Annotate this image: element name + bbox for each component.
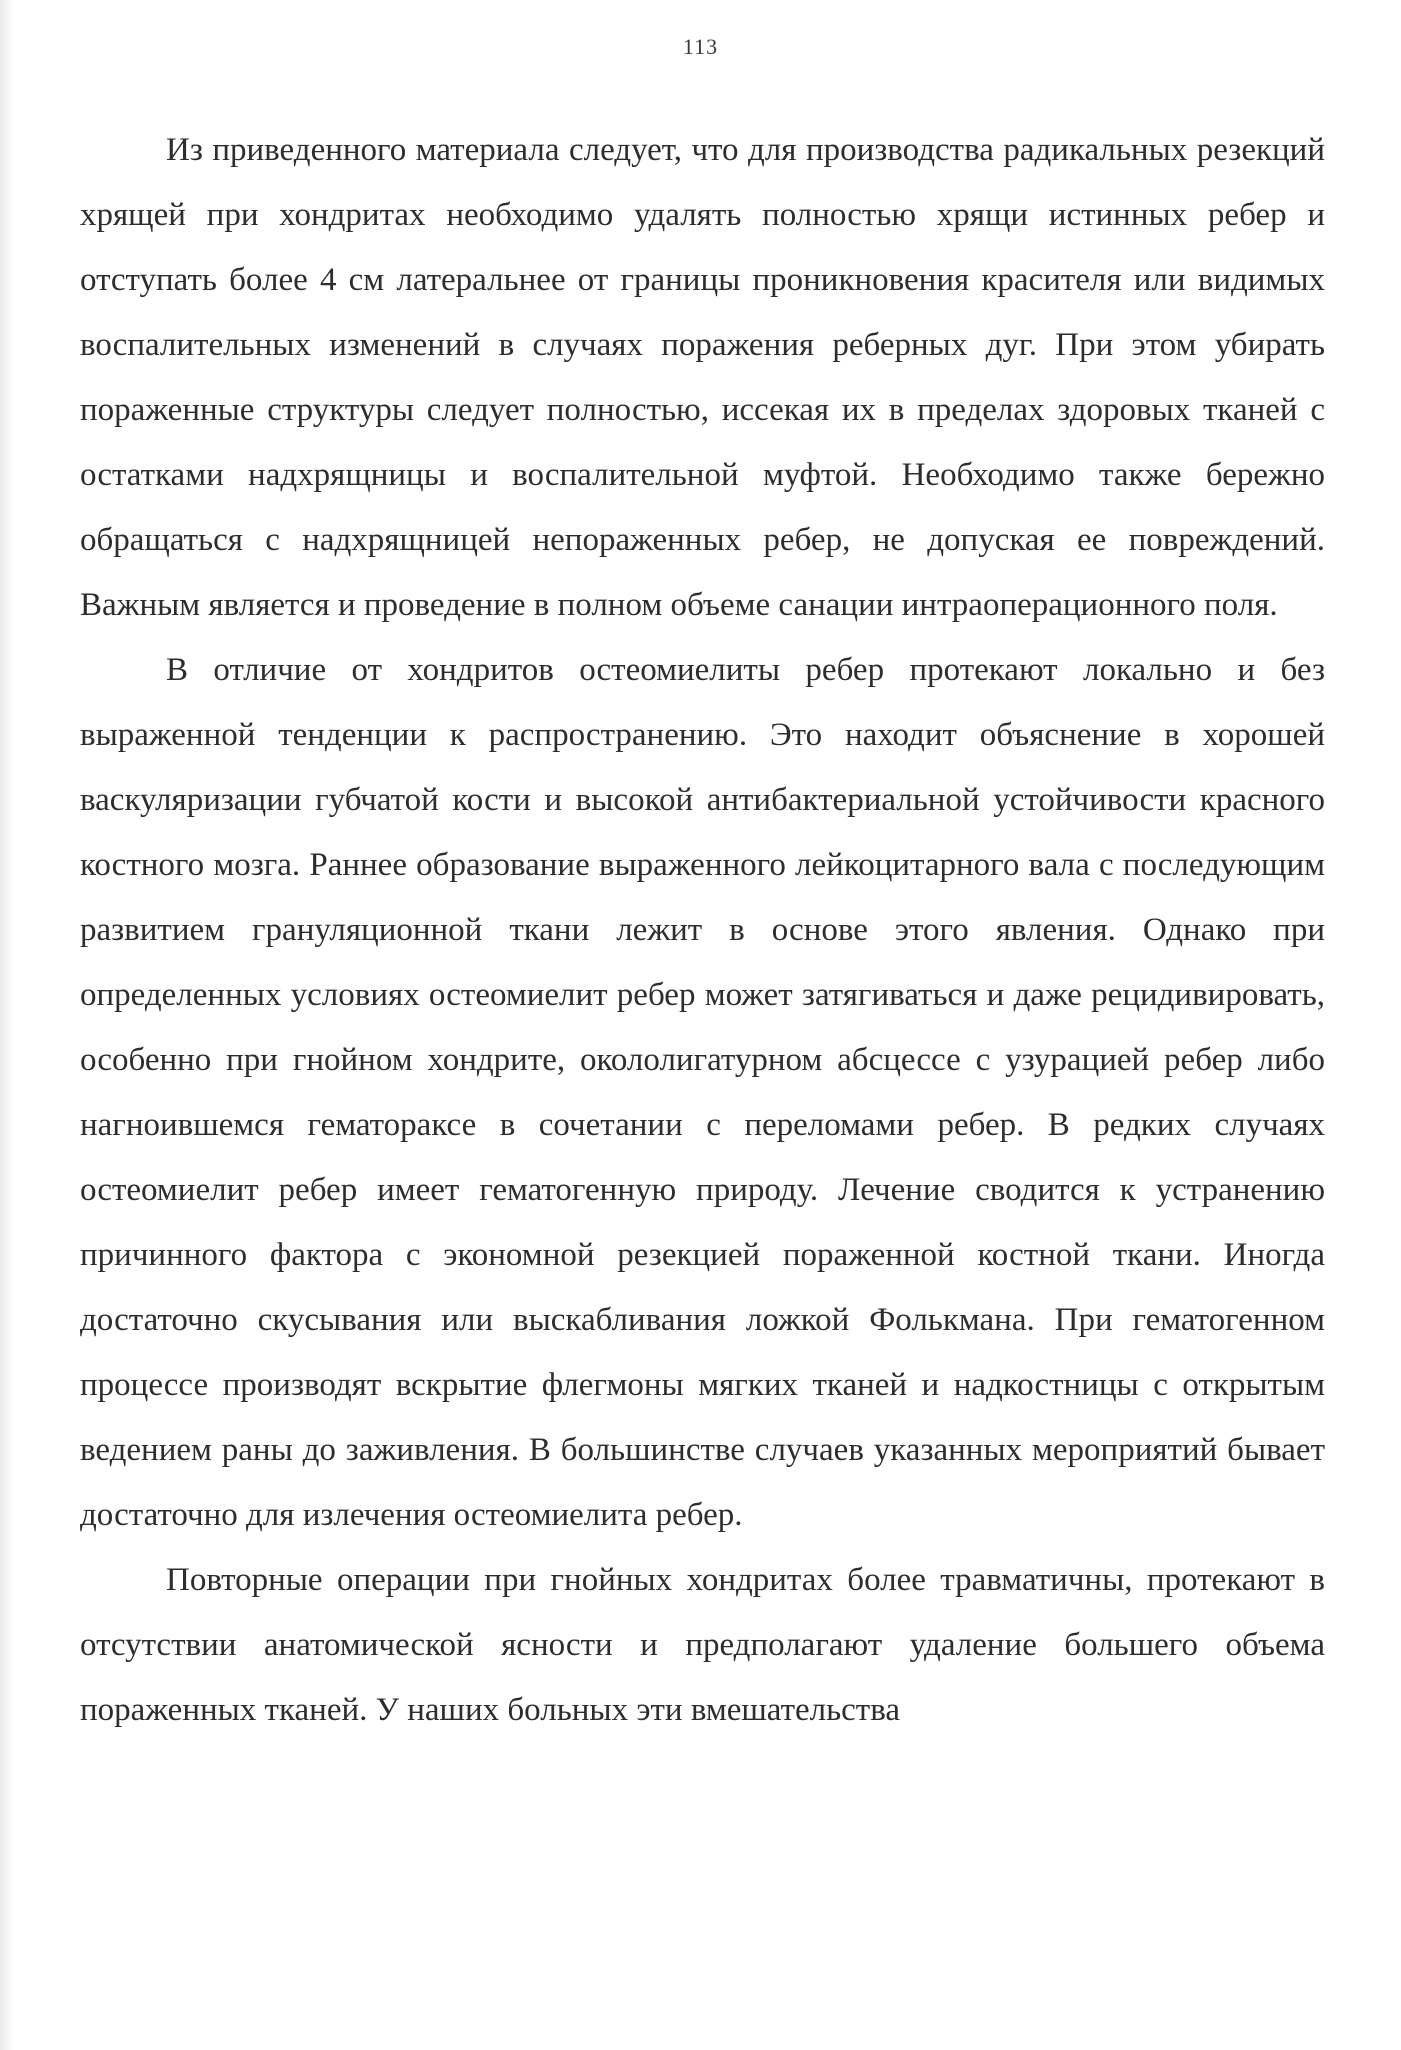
scan-shadow-edge xyxy=(0,0,14,2050)
paragraph-2: В отличие от хондритов остеомиелиты ребер протекают локально и без выраженной тенденции к распространению. Это находит объяснение в хорошей васкуляризации губчатой кости и высокой антибактериальной устойчивости красного костного мозга. Раннее образование выраженного лейкоцитарного вала с последующим развитием грануляционной ткани лежит в основе этого явления. Однако при определенных условиях остеомиелит ребер может затягиваться и даже рецидивировать, особенно при гнойном хондрите, окололигатурном абсцессе с узурацией ребер либо нагноившемся гематораксе в сочетании с переломами ребер. В редких случаях остеомиелит ребер имеет гематогенную природу. Лечение сводится к устранению причинного фактора с экономной резекцией пораженной костной ткани. Иногда достаточно скусывания или выскабливания ложкой Фолькмана. При гематогенном процессе производят вскрытие флегмоны мягких тканей и надкостницы с открытым ведением раны до заживления. В большинстве случаев указанных мероприятий бывает достаточно для излечения остеомиелита ребер. xyxy=(80,652,1325,1533)
page-number: 113 xyxy=(682,34,719,59)
paragraph-3: Повторные операции при гнойных хондритах более травматичны, протекают в отсутствии анатомической ясности и предполагают удаление большего объема пораженных тканей. У наших больных эти вмешательства xyxy=(80,1562,1325,1728)
paragraph-1: Из приведенного материала следует, что для производства радикальных резекций хрящей при хондритах необходимо удалять полностью хрящи истинных ребер и отступать более 4 см латеральнее от границы проникновения красителя или видимых воспалительных изменений в случаях поражения реберных дуг. При этом убирать пораженные структуры следует полностью, иссекая их в пределах здоровых тканей с остатками надхрящницы и воспалительной муфтой. Необходимо также бережно обращаться с надхрящницей непораженных ребер, не допуская ее повреждений. Важным является и проведение в полном объеме санации интраоперационного поля. xyxy=(80,132,1325,623)
body-text xyxy=(80,118,1325,1743)
